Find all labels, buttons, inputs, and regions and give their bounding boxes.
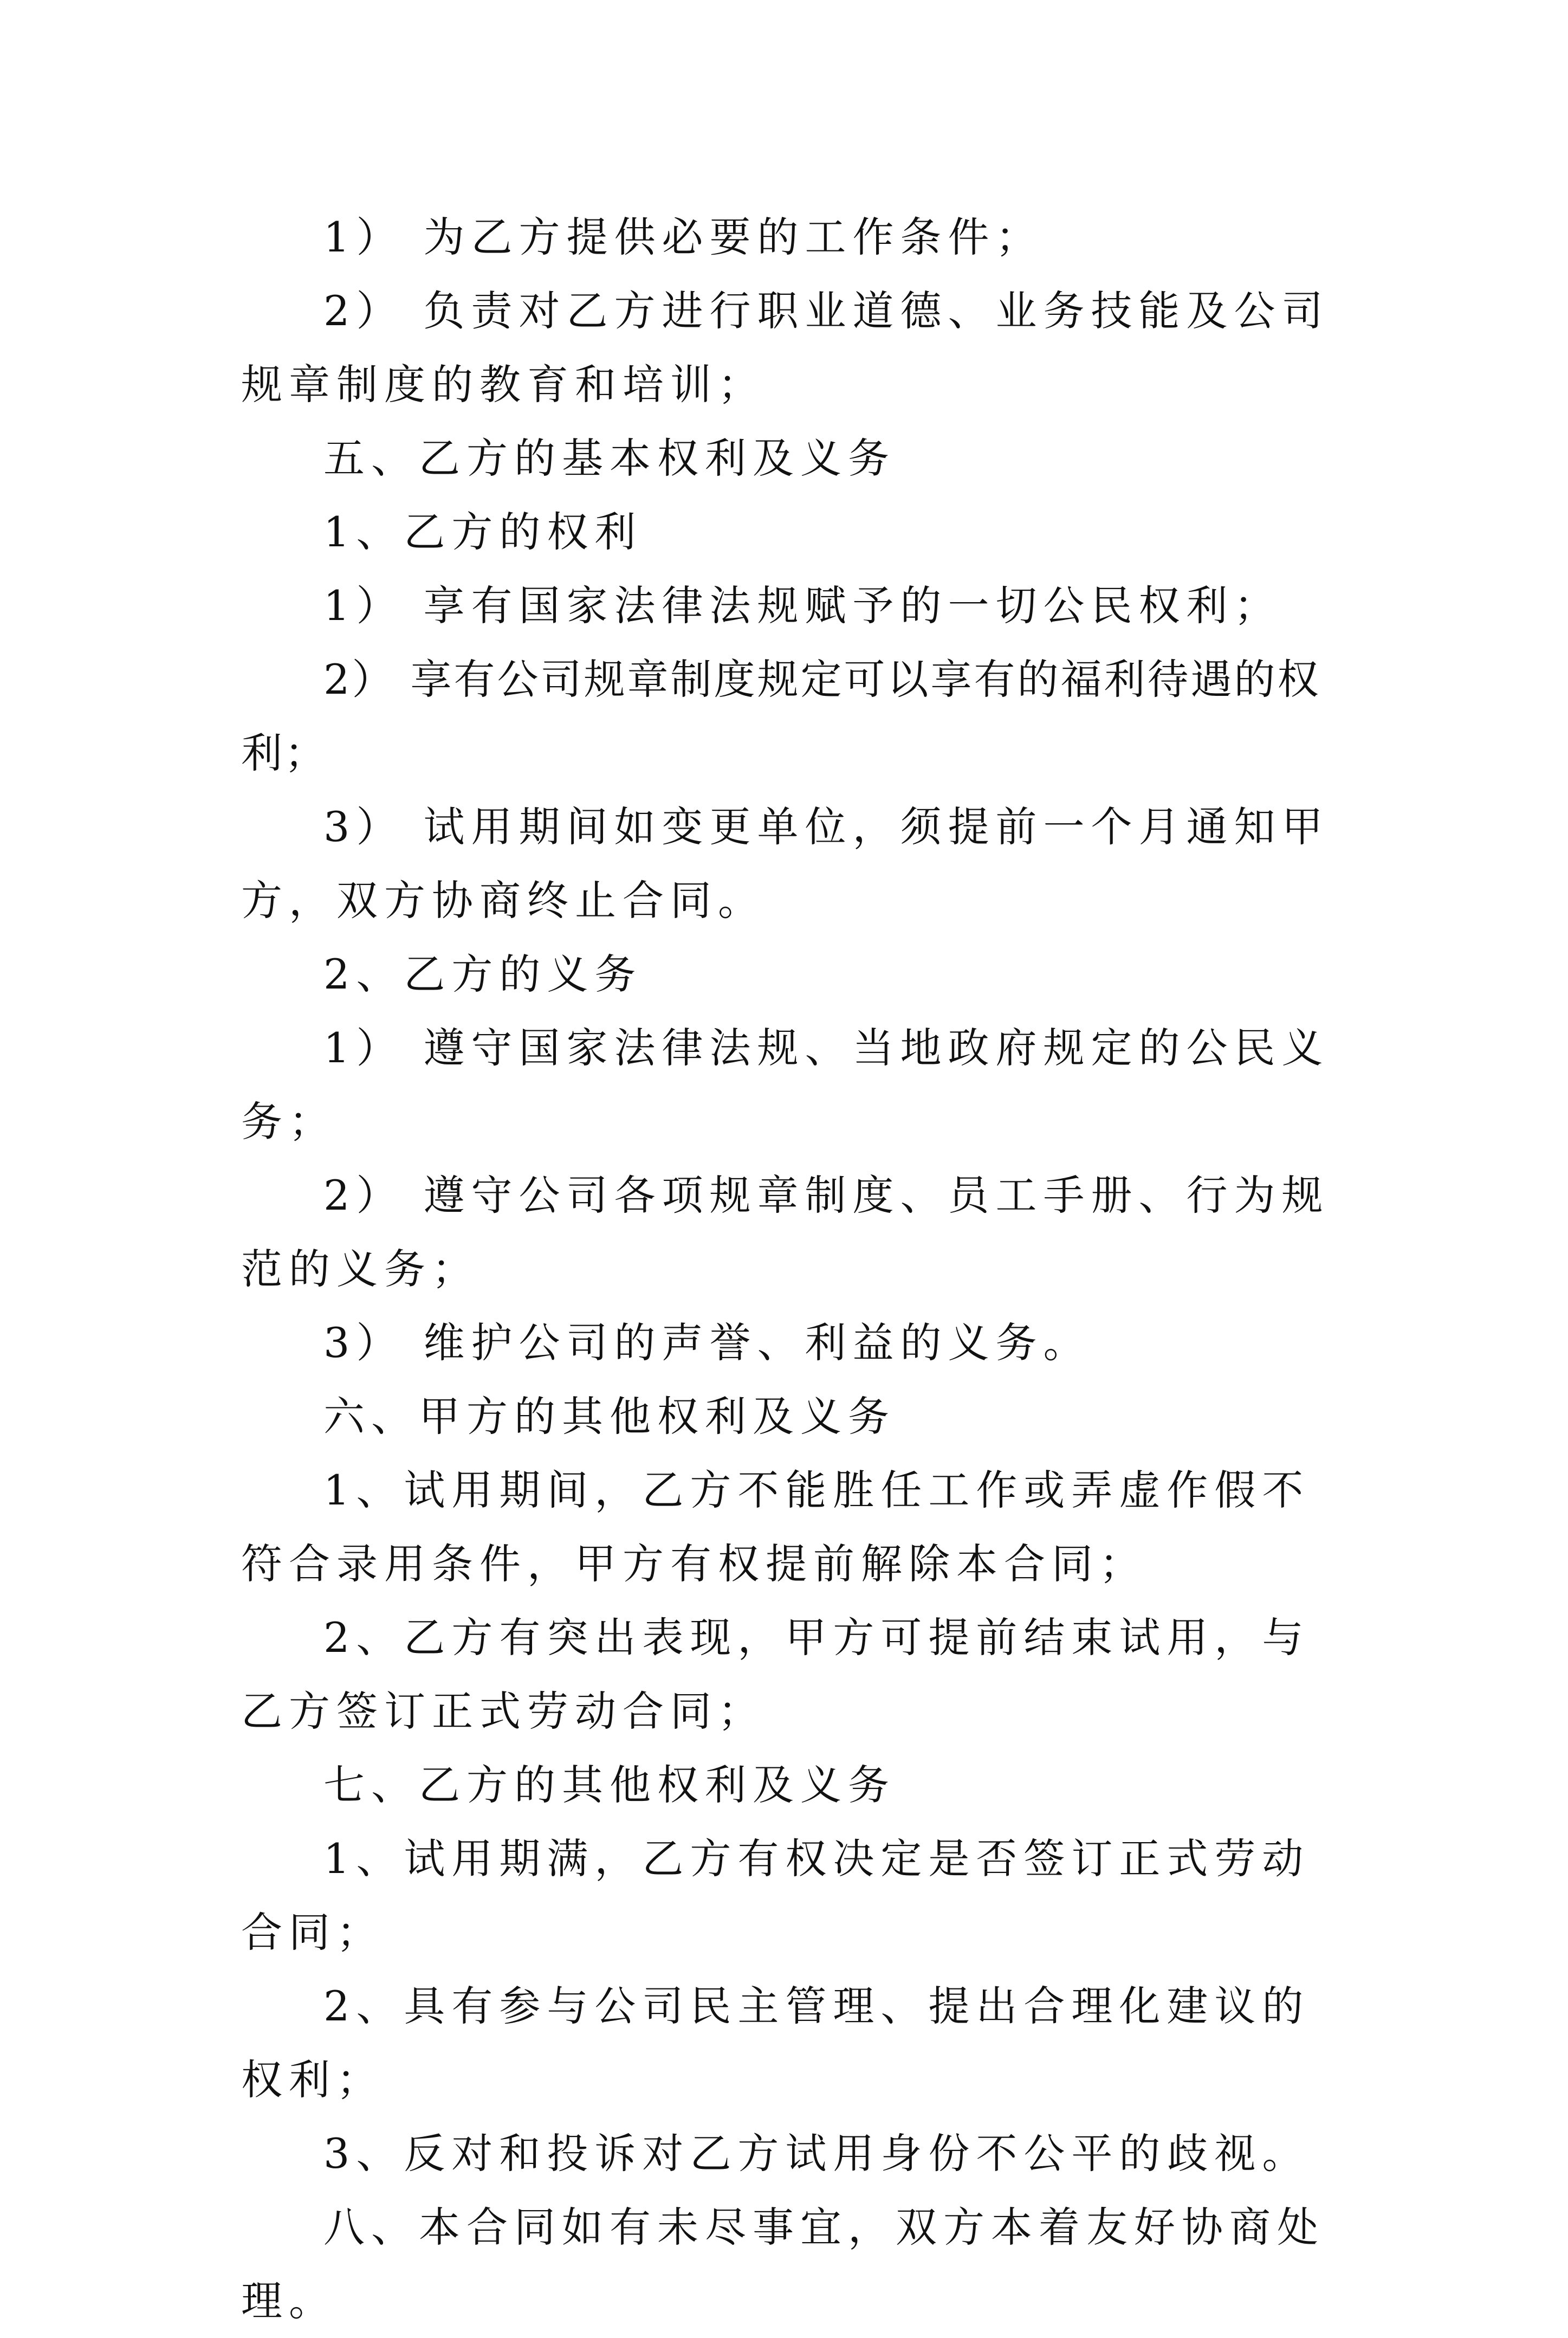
paragraph-1: 1） 为乙方提供必要的工作条件； <box>323 213 1044 261</box>
paragraph-18: 3、反对和投诉对乙方试用身份不公平的歧视。 <box>323 2129 1310 2178</box>
paragraph-6: 2） 享有公司规章制度规定可以享有的福利待遇的权利； <box>241 655 1321 777</box>
document-body <box>241 201 1330 2338</box>
subheading-party-b-rights: 1、乙方的权利 <box>323 508 643 556</box>
section-heading-5: 五、乙方的基本权利及义务 <box>323 434 896 482</box>
section-heading-8: 八、本合同如有未尽事宜，双方本着友好协商处理。 <box>241 2203 1325 2325</box>
paragraph-10: 2） 遵守公司各项规章制度、员工手册、行为规范的义务； <box>241 1171 1330 1293</box>
subheading-party-b-duties: 2、乙方的义务 <box>323 950 643 998</box>
paragraph-17: 2、具有参与公司民主管理、提出合理化建议的权利； <box>241 1982 1310 2104</box>
paragraph-5: 1） 享有国家法律法规赋予的一切公民权利； <box>323 582 1282 630</box>
paragraph-13: 1、试用期间，乙方不能胜任工作或弄虚作假不符合录用条件，甲方有权提前解除本合同； <box>241 1466 1310 1588</box>
paragraph-9: 1） 遵守国家法律法规、当地政府规定的公民义务； <box>241 1024 1330 1146</box>
paragraph-16: 1、试用期满，乙方有权决定是否签订正式劳动合同； <box>241 1835 1310 1956</box>
section-heading-6: 六、甲方的其他权利及义务 <box>323 1392 896 1441</box>
paragraph-7: 3） 试用期间如变更单位，须提前一个月通知甲方，双方协商终止合同。 <box>241 803 1330 925</box>
paragraph-14: 2、乙方有突出表现，甲方可提前结束试用，与乙方签订正式劳动合同； <box>241 1613 1310 1735</box>
paragraph-2: 2） 负责对乙方进行职业道德、业务技能及公司规章制度的教育和培训； <box>241 287 1330 409</box>
paragraph-11: 3） 维护公司的声誉、利益的义务。 <box>323 1319 1091 1367</box>
section-heading-7: 七、乙方的其他权利及义务 <box>323 1761 896 1809</box>
